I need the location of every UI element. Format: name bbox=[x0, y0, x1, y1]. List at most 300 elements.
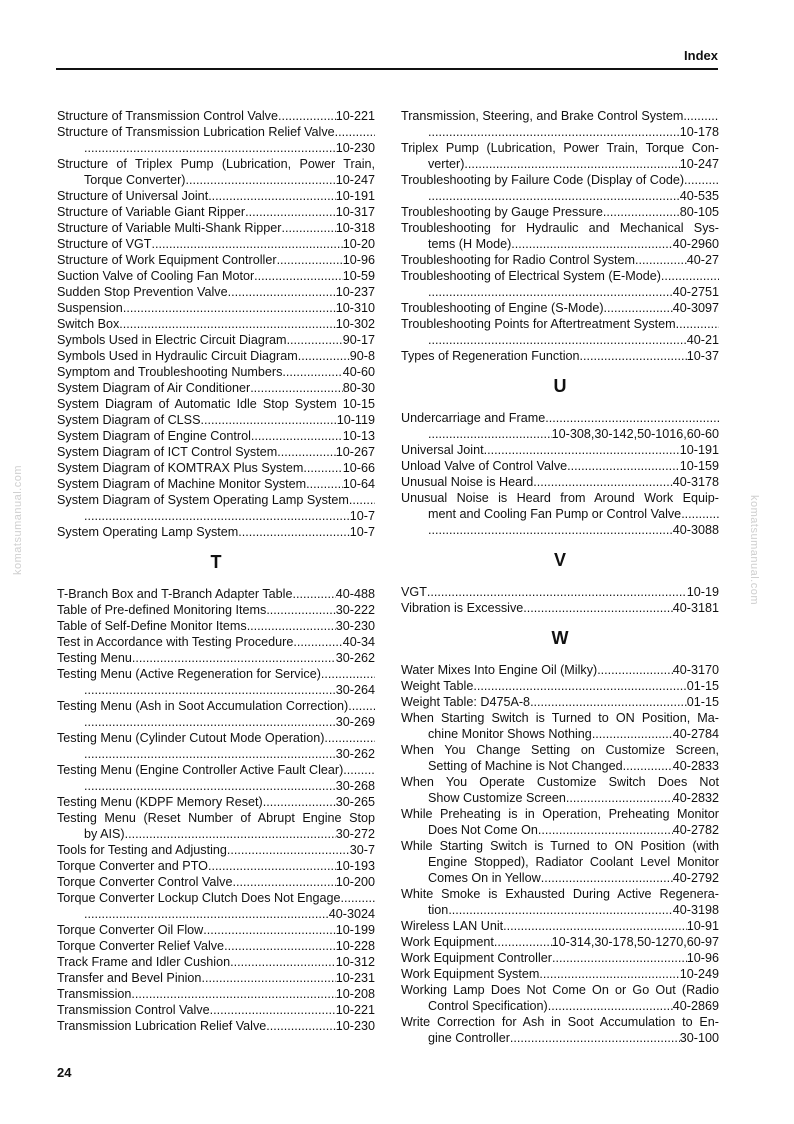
entry-title: System Diagram of System Operating Lamp System bbox=[57, 493, 349, 507]
entry-page-ref: 30-222 bbox=[335, 603, 375, 617]
index-entry bbox=[401, 140, 719, 172]
index-entry-line bbox=[57, 698, 375, 714]
index-entry bbox=[401, 982, 719, 1014]
index-entry-line bbox=[401, 966, 719, 982]
entry-page-ref: 40-488 bbox=[335, 587, 375, 601]
index-entry-line bbox=[57, 922, 375, 938]
index-entry-line bbox=[401, 790, 719, 806]
index-entry-line: When You Operate Customize Switch Does Not bbox=[401, 775, 719, 789]
dot-leader bbox=[464, 156, 679, 172]
index-entry-line bbox=[57, 508, 375, 524]
entry-page-ref: 10-19 bbox=[686, 585, 719, 599]
entry-page-ref: 10-308,30-142,50-1016,60-60 bbox=[551, 427, 719, 441]
dot-leader bbox=[84, 906, 329, 922]
entry-title: Table of Pre-defined Monitoring Items bbox=[57, 603, 267, 617]
index-entry-line bbox=[401, 332, 719, 348]
index-entry bbox=[401, 886, 719, 918]
index-entry-line bbox=[401, 726, 719, 742]
index-entry bbox=[57, 524, 375, 540]
entry-page-ref: 90-17 bbox=[342, 333, 375, 347]
dot-leader bbox=[224, 938, 336, 954]
entry-page-ref: 40-3181 bbox=[672, 601, 719, 615]
entry-title: Torque Converter and PTO bbox=[57, 859, 208, 873]
index-entry-line: Triplex Pump (Lubrication, Power Train, Torque Con- bbox=[401, 141, 719, 155]
dot-leader bbox=[208, 188, 336, 204]
index-entry bbox=[57, 188, 375, 204]
entry-title: Setting of Machine is Not Changed bbox=[428, 759, 623, 773]
entry-page-ref: 10-230 bbox=[335, 141, 375, 155]
index-entry-line bbox=[57, 1018, 375, 1034]
entry-page-ref: 10-231 bbox=[335, 971, 375, 985]
entry-title: Troubleshooting for Radio Control System bbox=[401, 253, 636, 267]
dot-leader bbox=[566, 790, 673, 806]
index-entry-line bbox=[57, 714, 375, 730]
index-entry bbox=[401, 662, 719, 678]
entry-title: Torque Converter) bbox=[84, 173, 186, 187]
index-entry-line bbox=[401, 108, 719, 124]
index-entry-line: System Diagram of Automatic Idle Stop System 10-15 bbox=[57, 397, 375, 411]
entry-title: System Diagram of Machine Monitor System bbox=[57, 477, 307, 491]
index-entry-line bbox=[401, 442, 719, 458]
index-entry-line bbox=[401, 426, 719, 442]
dot-leader bbox=[511, 236, 673, 252]
dot-leader bbox=[428, 188, 680, 204]
dot-leader bbox=[132, 650, 336, 666]
index-entry bbox=[401, 348, 719, 364]
index-entry bbox=[57, 666, 375, 698]
entry-page-ref: 40-60 bbox=[342, 365, 375, 379]
dot-leader bbox=[427, 584, 687, 600]
entry-page-ref: 10-312 bbox=[335, 955, 375, 969]
dot-leader bbox=[298, 348, 350, 364]
dot-leader bbox=[203, 922, 336, 938]
dot-leader bbox=[533, 474, 672, 490]
dot-leader bbox=[567, 458, 680, 474]
index-entry-line bbox=[57, 586, 375, 602]
index-entry bbox=[57, 236, 375, 252]
section-heading-t: T bbox=[210, 552, 222, 572]
index-entry-line bbox=[401, 204, 719, 220]
entry-title: Structure of Variable Multi-Shank Ripper bbox=[57, 221, 282, 235]
entry-title: gine Controller bbox=[428, 1031, 510, 1045]
index-entry-line bbox=[57, 460, 375, 476]
entry-title: Test in Accordance with Testing Procedure bbox=[57, 635, 294, 649]
entry-page-ref: 30-269 bbox=[335, 715, 375, 729]
index-entry-line: Write Correction for Ash in Soot Accumulation to En- bbox=[401, 1015, 719, 1029]
dot-leader bbox=[683, 108, 719, 124]
index-entry bbox=[57, 842, 375, 858]
dot-leader bbox=[321, 666, 375, 682]
dot-leader bbox=[592, 726, 673, 742]
entry-page-ref: 40-2869 bbox=[672, 999, 719, 1013]
index-entry-line bbox=[401, 758, 719, 774]
entry-page-ref: 10-199 bbox=[335, 923, 375, 937]
index-entry-line bbox=[401, 268, 719, 284]
entry-title: Table of Self-Define Monitor Items bbox=[57, 619, 247, 633]
dot-leader bbox=[661, 268, 719, 284]
entry-page-ref: 40-3170 bbox=[672, 663, 719, 677]
entry-title: Torque Converter Relief Valve bbox=[57, 939, 225, 953]
index-entry-line bbox=[401, 934, 719, 950]
index-entry bbox=[57, 444, 375, 460]
dot-leader bbox=[210, 1002, 336, 1018]
entry-title: Switch Box bbox=[57, 317, 120, 331]
entry-page-ref: 10-302 bbox=[335, 317, 375, 331]
page-number: 24 bbox=[57, 1065, 72, 1080]
entry-title: System Diagram of CLSS bbox=[57, 413, 201, 427]
index-entry bbox=[57, 650, 375, 666]
index-entry bbox=[57, 1002, 375, 1018]
entry-title: chine Monitor Shows Nothing bbox=[428, 727, 592, 741]
dot-leader bbox=[503, 918, 687, 934]
dot-leader bbox=[123, 300, 336, 316]
dot-leader bbox=[84, 140, 336, 156]
index-entry bbox=[57, 698, 375, 730]
entry-title: Structure of Variable Giant Ripper bbox=[57, 205, 246, 219]
entry-title: Suction Valve of Cooling Fan Motor bbox=[57, 269, 255, 283]
index-entry bbox=[57, 252, 375, 268]
index-entry-line bbox=[57, 252, 375, 268]
dot-leader bbox=[539, 966, 679, 982]
index-column-right bbox=[401, 108, 719, 1046]
index-entry bbox=[57, 810, 375, 842]
dot-leader bbox=[541, 870, 673, 886]
index-entry-line bbox=[57, 108, 375, 124]
index-entry-line bbox=[57, 524, 375, 540]
entry-page-ref: 40-3024 bbox=[328, 907, 375, 921]
index-entry-line bbox=[401, 252, 719, 268]
dot-leader bbox=[306, 476, 343, 492]
entry-title: Testing Menu bbox=[57, 651, 132, 665]
entry-page-ref: 40-3097 bbox=[672, 301, 719, 315]
entry-page-ref: 10-191 bbox=[679, 443, 719, 457]
entry-page-ref: 10-64 bbox=[342, 477, 375, 491]
index-entry-line bbox=[401, 188, 719, 204]
entry-title: Unusual Noise is Heard bbox=[401, 475, 534, 489]
index-entry bbox=[401, 410, 719, 442]
dot-leader bbox=[84, 778, 336, 794]
index-entry bbox=[57, 268, 375, 284]
index-entry bbox=[57, 938, 375, 954]
entry-page-ref: 01-15 bbox=[686, 695, 719, 709]
index-entry-line bbox=[401, 300, 719, 316]
entry-title: System Diagram of Air Conditioner bbox=[57, 381, 251, 395]
entry-page-ref: 30-268 bbox=[335, 779, 375, 793]
dot-leader bbox=[552, 950, 687, 966]
index-entry-line bbox=[57, 858, 375, 874]
index-entry-line bbox=[57, 380, 375, 396]
index-entry-line bbox=[57, 938, 375, 954]
dot-leader bbox=[278, 108, 336, 124]
index-entry-line bbox=[57, 268, 375, 284]
index-entry bbox=[57, 492, 375, 524]
index-entry bbox=[401, 108, 719, 140]
index-entry bbox=[401, 838, 719, 886]
dot-leader bbox=[603, 204, 680, 220]
dot-leader bbox=[538, 822, 673, 838]
entry-title: Comes On in Yellow bbox=[428, 871, 541, 885]
dot-leader bbox=[324, 730, 375, 746]
index-entry-line bbox=[57, 284, 375, 300]
index-entry-line: Structure of Triplex Pump (Lubrication, Power Train, bbox=[57, 157, 375, 171]
index-entry-line bbox=[57, 124, 375, 140]
entry-page-ref: 40-3178 bbox=[672, 475, 719, 489]
index-entry bbox=[57, 396, 375, 412]
index-entry bbox=[401, 268, 719, 300]
entry-page-ref: 40-27 bbox=[686, 253, 719, 267]
dot-leader bbox=[277, 444, 336, 460]
index-entry bbox=[401, 490, 719, 538]
index-entry-line bbox=[401, 506, 719, 522]
entry-title: System Operating Lamp System bbox=[57, 525, 239, 539]
entry-title: Structure of Work Equipment Controller bbox=[57, 253, 277, 267]
index-entry-line bbox=[57, 954, 375, 970]
dot-leader bbox=[545, 410, 719, 426]
dot-leader bbox=[448, 902, 672, 918]
dot-leader bbox=[247, 618, 336, 634]
entry-page-ref: 10-66 bbox=[342, 461, 375, 475]
entry-page-ref: 30-7 bbox=[349, 843, 375, 857]
dot-leader bbox=[84, 508, 350, 524]
dot-leader bbox=[494, 934, 552, 950]
entry-page-ref: 30-230 bbox=[335, 619, 375, 633]
index-entry-line bbox=[401, 236, 719, 252]
index-entry-line bbox=[57, 172, 375, 188]
entry-title: System Diagram of ICT Control System bbox=[57, 445, 278, 459]
dot-leader bbox=[676, 316, 719, 332]
index-entry bbox=[57, 858, 375, 874]
entry-page-ref: 10-91 bbox=[686, 919, 719, 933]
index-entry bbox=[401, 316, 719, 348]
entry-page-ref: 40-3198 bbox=[672, 903, 719, 917]
entry-page-ref: 10-267 bbox=[335, 445, 375, 459]
dot-leader bbox=[238, 524, 350, 540]
index-entry bbox=[401, 252, 719, 268]
index-entry-line bbox=[57, 1002, 375, 1018]
entry-page-ref: 10-13 bbox=[342, 429, 375, 443]
dot-leader bbox=[681, 506, 719, 522]
entry-page-ref: 40-535 bbox=[679, 189, 719, 203]
entry-page-ref: 10-310 bbox=[335, 301, 375, 315]
index-entry bbox=[401, 694, 719, 710]
entry-title: VGT bbox=[401, 585, 427, 599]
entry-page-ref: 40-3088 bbox=[672, 523, 719, 537]
entry-page-ref: 40-34 bbox=[342, 635, 375, 649]
index-entry bbox=[401, 474, 719, 490]
entry-page-ref: 80-105 bbox=[679, 205, 719, 219]
dot-leader bbox=[530, 694, 687, 710]
entry-title: Troubleshooting by Gauge Pressure bbox=[401, 205, 603, 219]
index-entry bbox=[57, 428, 375, 444]
entry-title: Structure of VGT bbox=[57, 237, 152, 251]
index-entry-line: Testing Menu (Reset Number of Abrupt Engine Stop bbox=[57, 811, 375, 825]
index-entry-line: Engine Stopped), Radiator Coolant Level Monitor bbox=[428, 855, 719, 869]
dot-leader bbox=[293, 634, 342, 650]
entry-title: Tools for Testing and Adjusting bbox=[57, 843, 227, 857]
index-entry bbox=[57, 300, 375, 316]
index-entry bbox=[401, 774, 719, 806]
index-entry-line bbox=[401, 522, 719, 538]
entry-title: Testing Menu (Ash in Soot Accumulation Correction) bbox=[57, 699, 349, 713]
entry-page-ref: 10-7 bbox=[349, 509, 375, 523]
index-entry-line bbox=[57, 730, 375, 746]
dot-leader bbox=[245, 204, 336, 220]
dot-leader bbox=[635, 252, 687, 268]
watermark-right: komatsumanual.com bbox=[748, 495, 760, 605]
index-entry-line bbox=[57, 650, 375, 666]
index-entry bbox=[401, 584, 719, 600]
index-entry-line bbox=[57, 364, 375, 380]
dot-leader bbox=[484, 442, 680, 458]
index-entry-line bbox=[57, 986, 375, 1002]
entry-title: System Diagram of KOMTRAX Plus System bbox=[57, 461, 304, 475]
dot-leader bbox=[349, 492, 375, 508]
index-entry-line: Troubleshooting for Hydraulic and Mechanical Sys- bbox=[401, 221, 719, 235]
dot-leader bbox=[428, 284, 673, 300]
entry-title: Transmission Lubrication Relief Valve bbox=[57, 1019, 267, 1033]
index-entry-line bbox=[57, 682, 375, 698]
index-entry bbox=[57, 586, 375, 602]
entry-title: Troubleshooting of Electrical System (E-Mode) bbox=[401, 269, 661, 283]
index-entry-line bbox=[401, 284, 719, 300]
index-entry-line bbox=[401, 124, 719, 140]
index-entry bbox=[401, 1014, 719, 1046]
index-entry bbox=[57, 364, 375, 380]
index-entry bbox=[401, 918, 719, 934]
dot-leader bbox=[208, 858, 336, 874]
index-entry-line bbox=[401, 156, 719, 172]
index-entry-line bbox=[401, 950, 719, 966]
dot-leader bbox=[151, 236, 342, 252]
index-entry bbox=[57, 890, 375, 922]
entry-title: Symbols Used in Electric Circuit Diagram bbox=[57, 333, 287, 347]
header-rule bbox=[56, 68, 718, 70]
entry-title: Transmission bbox=[57, 987, 132, 1001]
dot-leader bbox=[523, 600, 673, 616]
entry-title: Testing Menu (KDPF Memory Reset) bbox=[57, 795, 263, 809]
index-entry bbox=[57, 1018, 375, 1034]
index-entry bbox=[57, 348, 375, 364]
entry-page-ref: 40-21 bbox=[686, 333, 719, 347]
index-entry bbox=[57, 954, 375, 970]
index-entry-line: While Preheating is in Operation, Preheating Monitor bbox=[401, 807, 719, 821]
index-entry-line bbox=[401, 600, 719, 616]
entry-page-ref: 01-15 bbox=[686, 679, 719, 693]
index-entry-line bbox=[57, 300, 375, 316]
index-entry bbox=[401, 204, 719, 220]
index-entry-line bbox=[57, 428, 375, 444]
dot-leader bbox=[263, 794, 336, 810]
index-entry bbox=[401, 710, 719, 742]
entry-page-ref: 10-96 bbox=[342, 253, 375, 267]
entry-title: Structure of Transmission Control Valve bbox=[57, 109, 278, 123]
entry-page-ref: 10-178 bbox=[679, 125, 719, 139]
entry-title: Work Equipment bbox=[401, 935, 494, 949]
index-entry-line bbox=[401, 348, 719, 364]
entry-page-ref: 10-119 bbox=[336, 413, 375, 427]
index-entry-line: Unusual Noise is Heard from Around Work Equip- bbox=[401, 491, 719, 505]
index-entry-line bbox=[401, 662, 719, 678]
dot-leader bbox=[119, 316, 335, 332]
entry-page-ref: 90-8 bbox=[349, 349, 375, 363]
index-entry bbox=[57, 156, 375, 188]
entry-title: Troubleshooting Points for Aftertreatment System bbox=[401, 317, 676, 331]
entry-title: Work Equipment Controller bbox=[401, 951, 552, 965]
index-entry-line bbox=[57, 188, 375, 204]
index-entry bbox=[57, 634, 375, 650]
index-entry bbox=[57, 380, 375, 396]
index-entry-line bbox=[57, 826, 375, 842]
index-entry-line bbox=[57, 794, 375, 810]
index-entry bbox=[57, 794, 375, 810]
entry-page-ref: 30-100 bbox=[679, 1031, 719, 1045]
dot-leader bbox=[292, 586, 335, 602]
dot-leader bbox=[341, 890, 375, 906]
index-entry-line bbox=[57, 332, 375, 348]
index-entry-line bbox=[401, 902, 719, 918]
section-heading-u: U bbox=[553, 376, 567, 396]
entry-page-ref: 30-262 bbox=[335, 651, 375, 665]
index-entry bbox=[57, 730, 375, 762]
index-entry-line bbox=[57, 778, 375, 794]
entry-title: Universal Joint bbox=[401, 443, 484, 457]
dot-leader bbox=[597, 662, 673, 678]
entry-page-ref: 10-314,30-178,50-1270,60-97 bbox=[551, 935, 719, 949]
watermark-left: komatsumanual.com bbox=[12, 465, 24, 575]
index-entry-line bbox=[57, 316, 375, 332]
index-entry-line bbox=[57, 492, 375, 508]
entry-title: Water Mixes Into Engine Oil (Milky) bbox=[401, 663, 598, 677]
entry-title: Wireless LAN Unit bbox=[401, 919, 504, 933]
index-entry-line bbox=[57, 906, 375, 922]
index-entry-line bbox=[401, 822, 719, 838]
entry-page-ref: 10-200 bbox=[335, 875, 375, 889]
index-entry bbox=[57, 618, 375, 634]
entry-page-ref: 40-2782 bbox=[672, 823, 719, 837]
dot-leader bbox=[548, 998, 673, 1014]
entry-page-ref: 40-2792 bbox=[672, 871, 719, 885]
page-header-title: Index bbox=[684, 48, 718, 63]
dot-leader bbox=[428, 426, 552, 442]
entry-title: Symptom and Troubleshooting Numbers bbox=[57, 365, 283, 379]
index-entry-line bbox=[401, 998, 719, 1014]
dot-leader bbox=[131, 986, 335, 1002]
entry-page-ref: 10-208 bbox=[335, 987, 375, 1001]
index-entry-line bbox=[57, 874, 375, 890]
index-entry bbox=[57, 204, 375, 220]
dot-leader bbox=[428, 522, 673, 538]
entry-page-ref: 40-2832 bbox=[672, 791, 719, 805]
entry-title: verter) bbox=[428, 157, 465, 171]
dot-leader bbox=[228, 284, 336, 300]
entry-title: Testing Menu (Engine Controller Active Fault Clear) bbox=[57, 763, 344, 777]
entry-title: Track Frame and Idler Cushion bbox=[57, 955, 231, 969]
entry-page-ref: 10-247 bbox=[335, 173, 375, 187]
index-entry-line: Working Lamp Does Not Come On or Go Out (Radio bbox=[401, 983, 719, 997]
dot-leader bbox=[277, 252, 343, 268]
entry-page-ref: 30-265 bbox=[335, 795, 375, 809]
entry-page-ref: 30-272 bbox=[335, 827, 375, 841]
index-entry-line bbox=[401, 678, 719, 694]
index-entry-line bbox=[57, 476, 375, 492]
entry-page-ref: 10-237 bbox=[335, 285, 375, 299]
index-entry-line bbox=[401, 1030, 719, 1046]
index-entry bbox=[57, 602, 375, 618]
section-heading-w: W bbox=[551, 628, 569, 648]
index-entry-line bbox=[57, 746, 375, 762]
index-entry-line bbox=[57, 618, 375, 634]
index-entry-line bbox=[401, 172, 719, 188]
